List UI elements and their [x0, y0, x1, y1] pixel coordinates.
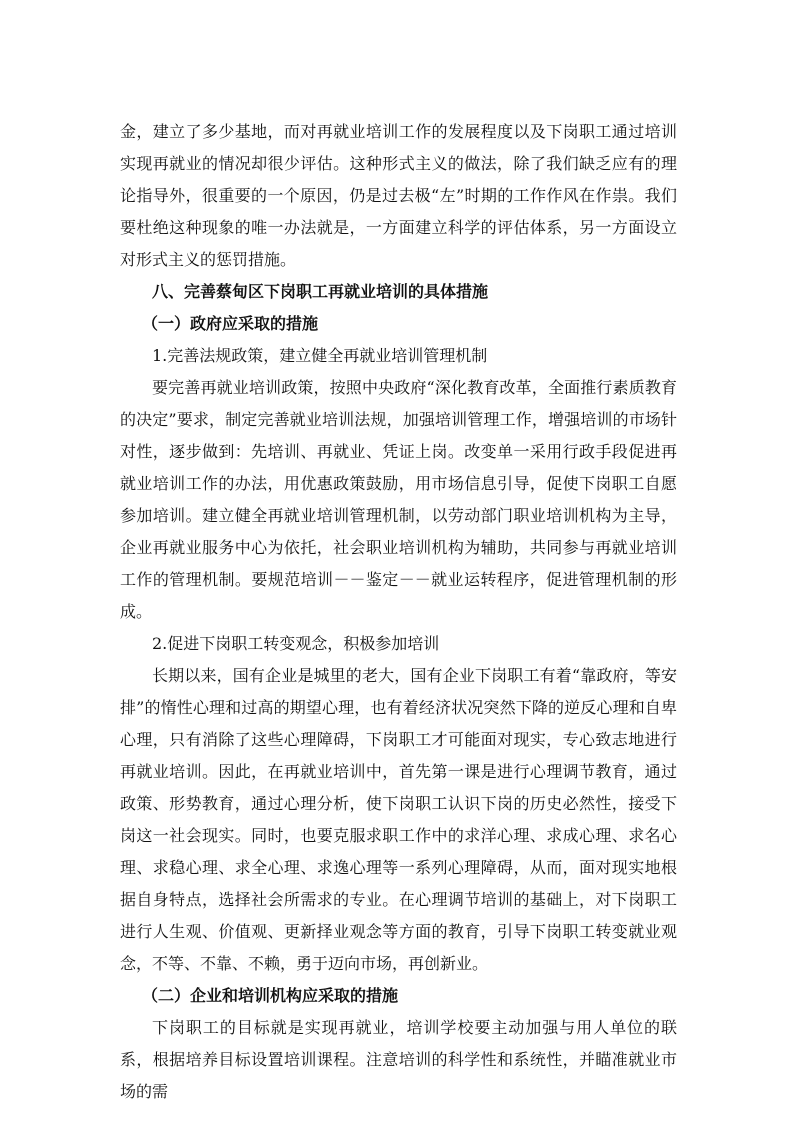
subsection-heading-government: （一）政府应采取的措施	[142, 314, 319, 333]
paragraph-policy: 要完善再就业培训政策，按照中央政府“深化教育改革，全面推行素质教育的决定”要求，制定完善就业培训法规，加强培训管理工作，增强培训的市场针对性，逐步做到：先培训、再就业、凭证上岗。改变单一采用行政手段促进再就业培训工作的办法，用优惠政策鼓励，用市场信息引导，促使下岗职工自愿参加培训。建立健全再就业培训管理机制，以劳动部门职业培训机构为主导，企业再就业服务中心为依托，社会职业培训机构为辅助，共同参与再就业培训工作的管理机制。要规范培训－－鉴定－－就业运转程序，促进管理机制的形成。	[120, 378, 677, 621]
subsection-heading-enterprise: （二）企业和培训机构应采取的措施	[142, 986, 399, 1005]
paragraph-training-goal: 下岗职工的目标就是实现再就业，培训学校要主动加强与用人单位的联系，根据培养目标设置培训课程。注意培训的科学性和系统性，并瞄准就业市场的需	[120, 1018, 677, 1101]
document-body	[120, 116, 677, 1108]
list-item-1: 1.完善法规政策，建立健全再就业培训管理机制	[152, 346, 488, 365]
paragraph-continued: 金，建立了多少基地，而对再就业培训工作的发展程度以及下岗职工通过培训实现再就业的情况却很少评估。这种形式主义的做法，除了我们缺乏应有的理论指导外，很重要的一个原因，仍是过去极“左”时期的工作作风在作祟。我们要杜绝这种现象的唯一办法就是，一方面建立科学的评估体系，另一方面设立对形式主义的惩罚措施。	[120, 122, 677, 269]
list-item-2: 2.促进下岗职工转变观念，积极参加培训	[152, 634, 440, 653]
section-heading: 八、完善蔡甸区下岗职工再就业培训的具体措施	[152, 282, 489, 301]
paragraph-mindset: 长期以来，国有企业是城里的老大，国有企业下岗职工有着“靠政府，等安排”的惰性心理和过高的期望心理，也有着经济状况突然下降的逆反心理和自卑心理，只有消除了这些心理障碍，下岗职工才可能面对现实，专心致志地进行再就业培训。因此，在再就业培训中，首先第一课是进行心理调节教育，通过政策、形势教育，通过心理分析，使下岗职工认识下岗的历史必然性，接受下岗这一社会现实。同时，也要克服求职工作中的求洋心理、求成心理、求名心理、求稳心理、求全心理、求逸心理等一系列心理障碍，从而，面对现实地根据自身特点，选择社会所需求的专业。在心理调节培训的基础上，对下岗职工进行人生观、价值观、更新择业观念等方面的教育，引导下岗职工转变就业观念，不等、不靠、不赖，勇于迈向市场，再创新业。	[120, 666, 677, 973]
